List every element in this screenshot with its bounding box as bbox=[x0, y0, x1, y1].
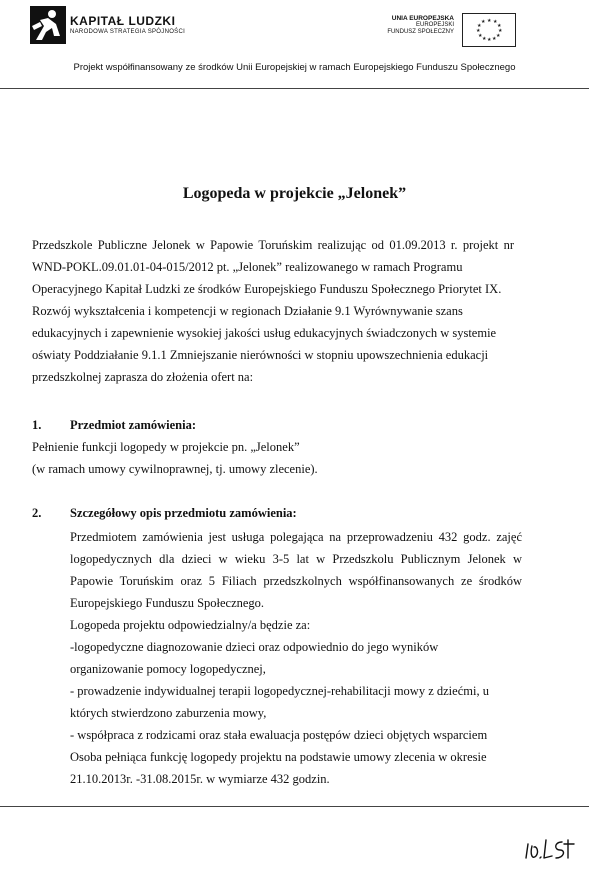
intro-line: WND-POKL.09.01.01-04-015/2012 pt. „Jelonek” realizowanego w ramach Programu bbox=[32, 260, 463, 274]
section-1-line: (w ramach umowy cywilnoprawnej, tj. umowy zlecenie). bbox=[32, 462, 318, 476]
eu-label-block bbox=[387, 15, 454, 35]
section-2-line: 21.10.2013r. -31.08.2015r. w wymiarze 432 godzin. bbox=[70, 772, 330, 786]
svg-text:★: ★ bbox=[492, 36, 497, 42]
svg-text:★: ★ bbox=[497, 23, 502, 29]
kapital-ludzki-logo-icon bbox=[30, 6, 66, 44]
svg-text:★: ★ bbox=[487, 18, 492, 24]
svg-text:★: ★ bbox=[478, 33, 483, 39]
intro-paragraph bbox=[32, 234, 514, 388]
document-title: Logopeda w projekcie „Jelonek” bbox=[182, 185, 407, 202]
section-2-line: organizowanie pomocy logopedycznej, bbox=[70, 662, 266, 676]
section-2-body bbox=[70, 526, 522, 790]
eu-label-line2: EUROPEJSKI bbox=[415, 22, 454, 29]
intro-line: Przedszkole Publiczne Jelonek w Papowie Toruńskim realizując od 01.09.2013 r. projekt nr bbox=[32, 238, 514, 252]
kapital-ludzki-title: KAPITAŁ LUDZKI bbox=[70, 14, 176, 28]
intro-line: Operacyjnego Kapitał Ludzki ze środków Europejskiego Funduszu Społecznego Priorytet IX. bbox=[32, 282, 502, 296]
svg-text:★: ★ bbox=[482, 36, 487, 42]
section-2-number: 2. bbox=[32, 506, 42, 520]
section-2-line: - współpraca z rodzicami oraz stała ewaluacja postępów dzieci objętych wsparciem bbox=[70, 728, 488, 742]
intro-line: oświaty Poddziałanie 9.1.1 Zmniejszanie nierówności w stopniu upowszechnienia edukacji bbox=[32, 348, 489, 362]
section-2-line: Papowie Toruńskim oraz 5 Filiach przedszkolnych współfinansowanych ze środków bbox=[70, 574, 522, 588]
svg-text:★: ★ bbox=[493, 19, 498, 25]
section-1-line: Pełnienie funkcji logopedy w projekcie pn. „Jelonek” bbox=[32, 440, 300, 454]
intro-line: Rozwój wykształcenia i kompetencji w regionach Działanie 9.1 Wyrównywanie szans bbox=[32, 304, 463, 318]
svg-text:★: ★ bbox=[496, 33, 501, 39]
section-2-line: - prowadzenie indywidualnej terapii logopedycznej-rehabilitacji mowy z dziećmi, u bbox=[70, 684, 489, 698]
svg-text:★: ★ bbox=[477, 23, 482, 29]
handwritten-signature bbox=[522, 834, 582, 864]
svg-text:★: ★ bbox=[476, 28, 481, 34]
section-2-line: Osoba pełniąca funkcję logopedy projektu na podstawie umowy zlecenia w okresie bbox=[70, 750, 487, 764]
header-divider bbox=[0, 88, 589, 89]
svg-text:★: ★ bbox=[481, 19, 486, 25]
section-1-heading: Przedmiot zamówienia: bbox=[70, 418, 197, 432]
section-1-body bbox=[32, 436, 502, 480]
section-2-line: których stwierdzono zaburzenia mowy, bbox=[70, 706, 267, 720]
intro-line: przedszkolnej zaprasza do złożenia ofert na: bbox=[32, 370, 254, 384]
eu-label-line3: FUNDUSZ SPOŁECZNY bbox=[387, 28, 454, 35]
eu-flag-icon bbox=[462, 13, 516, 47]
section-2-line: Europejskiego Funduszu Społecznego. bbox=[70, 596, 265, 610]
cofinancing-note: Projekt współfinansowany ze środków Unii Europejskiej w ramach Europejskiego Funduszu Społecznego bbox=[73, 62, 516, 73]
section-2-line: -logopedyczne diagnozowanie dzieci oraz odpowiednio do jego wyników bbox=[70, 640, 439, 654]
kapital-ludzki-subtitle: NARODOWA STRATEGIA SPÓJNOŚCI bbox=[70, 29, 186, 35]
intro-line: edukacyjnych i zapewnienie wysokiej jakości usług edukacyjnych świadczonych w systemie bbox=[32, 326, 497, 340]
section-2-line: Logopeda projektu odpowiedzialny/a będzie za: bbox=[70, 618, 311, 632]
section-1-number: 1. bbox=[32, 418, 42, 432]
section-2-heading: Szczegółowy opis przedmiotu zamówienia: bbox=[70, 506, 297, 520]
svg-text:★: ★ bbox=[487, 37, 492, 43]
svg-text:★: ★ bbox=[498, 28, 503, 34]
section-2-line: logopedycznych dla dzieci w wieku 3-5 lat w Przedszkolu Publicznym Jelonek w bbox=[70, 552, 522, 566]
eu-label-line1: UNIA EUROPEJSKA bbox=[391, 15, 454, 22]
footer-divider bbox=[0, 806, 589, 807]
section-2-line: Przedmiotem zamówienia jest usługa polegająca na przeprowadzeniu 432 godz. zajęć bbox=[70, 530, 522, 544]
